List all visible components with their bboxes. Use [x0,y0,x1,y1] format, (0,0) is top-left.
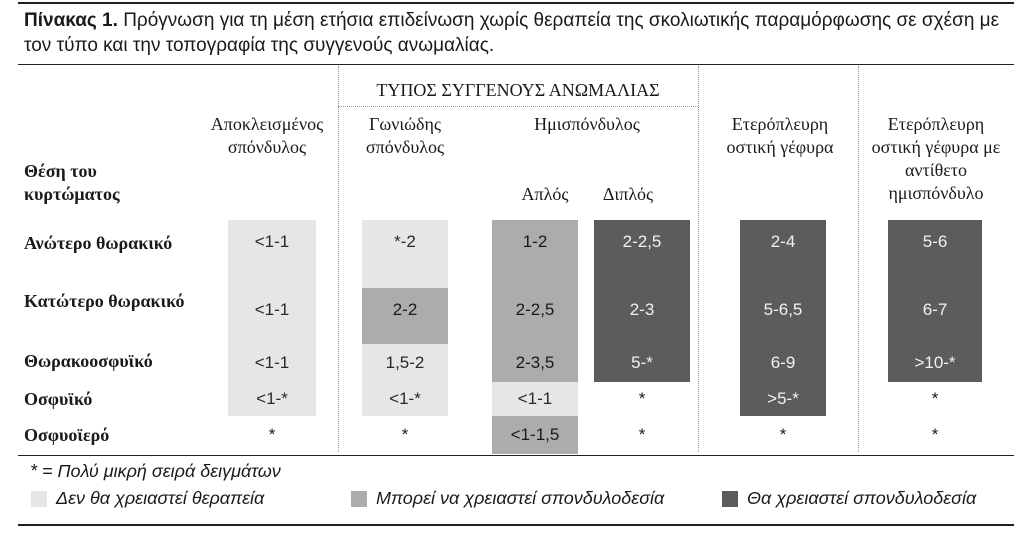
table-cell: * [638,425,646,444]
table-cell: 6-9 [740,344,826,382]
table-cell: <1-1,5 [492,416,578,454]
legend-swatch-light [31,491,47,507]
legend-swatch-medium [351,491,367,507]
table-cell: * [268,425,276,444]
row-label: Οσφυοϊερό [24,425,110,445]
col-header-blocked: Αποκλεισμένος σπόνδυλος [210,114,324,157]
col-header-hemi-double: Διπλός [602,184,654,204]
table-cell: *-2 [362,220,448,288]
table-cell: * [638,389,646,408]
table-cell: * [931,425,939,444]
table-cell: 2-2 [362,288,448,344]
table-cell: 6-7 [888,288,982,344]
table-cell: >10-* [888,344,982,382]
table-cell: 2-2,5 [594,220,690,288]
table-cell: <1-1 [228,288,316,344]
table-caption [24,8,1016,58]
col-header-bar: Ετερόπλευρη οστική γέφυρα [726,114,834,157]
table-cell: <1-1 [228,344,316,382]
table-cell: * [931,389,939,408]
table-cell: 2-2,5 [492,288,578,344]
col-header-bar-hemi: Ετερόπλευρη οστική γέφυρα με αντίθετο ημισπόνδυλο [871,114,1001,203]
table-cell: 2-3 [594,288,690,344]
table-cell: * [779,425,787,444]
table-cell: 5-* [594,344,690,382]
group-header: ΤΥΠΟΣ ΣΥΓΓΕΝΟΥΣ ΑΝΩΜΑΛΙΑΣ [376,80,660,100]
table-cell: 1-2 [492,220,578,288]
table-cell: 5-6,5 [740,288,826,344]
column-separator [858,66,859,452]
group-separator-left [338,66,339,452]
legend-label-medium: Μπορεί να χρειαστεί σπονδυλοδεσία [376,488,665,508]
top-rule [18,2,1014,4]
table-cell: <1-* [228,382,316,416]
group-separator-right [698,66,699,452]
table-cell: 2-4 [740,220,826,288]
caption-label: Πίνακας 1. [24,10,118,31]
table-cell: * [401,425,409,444]
row-header: Θέση του κυρτώματος [24,161,120,204]
col-header-wedge: Γωνιώδης σπόνδυλος [365,114,445,157]
row-label: Θωρακοοσφυϊκό [24,351,153,371]
caption-rule [18,64,1014,65]
legend-swatch-dark [722,491,738,507]
table-cell: <1-1 [228,220,316,288]
table-cell: 1,5-2 [362,344,448,382]
row-label: Κατώτερο θωρακικό [24,291,185,311]
row-label: Ανώτερο θωρακικό [24,233,173,253]
legend-note: * = Πολύ μικρή σειρά δειγμάτων [30,461,281,481]
table-cell: >5-* [740,382,826,416]
caption-text: Πρόγνωση για τη μέση ετήσια επιδείνωση χωρίς θεραπεία της σκολιωτικής παραμόρφωσης σε σχέση με τον τύπο και την τοπογραφία της συγγενούς ανωμαλίας. [24,10,1000,56]
col-header-hemi: Ημισπόνδυλος [534,114,640,134]
legend-label-light: Δεν θα χρειαστεί θεραπεία [56,488,265,508]
group-header-rule [338,106,698,107]
row-label: Οσφυϊκό [24,389,93,409]
table-cell: <1-1 [492,382,578,416]
table-cell: <1-* [362,382,448,416]
col-header-hemi-single: Απλός [521,184,569,204]
table-cell: 2-3,5 [492,344,578,382]
table-cell: 5-6 [888,220,982,288]
legend-label-dark: Θα χρειαστεί σπονδυλοδεσία [747,488,977,508]
legend-rule [18,455,1014,456]
bottom-rule [18,524,1014,526]
